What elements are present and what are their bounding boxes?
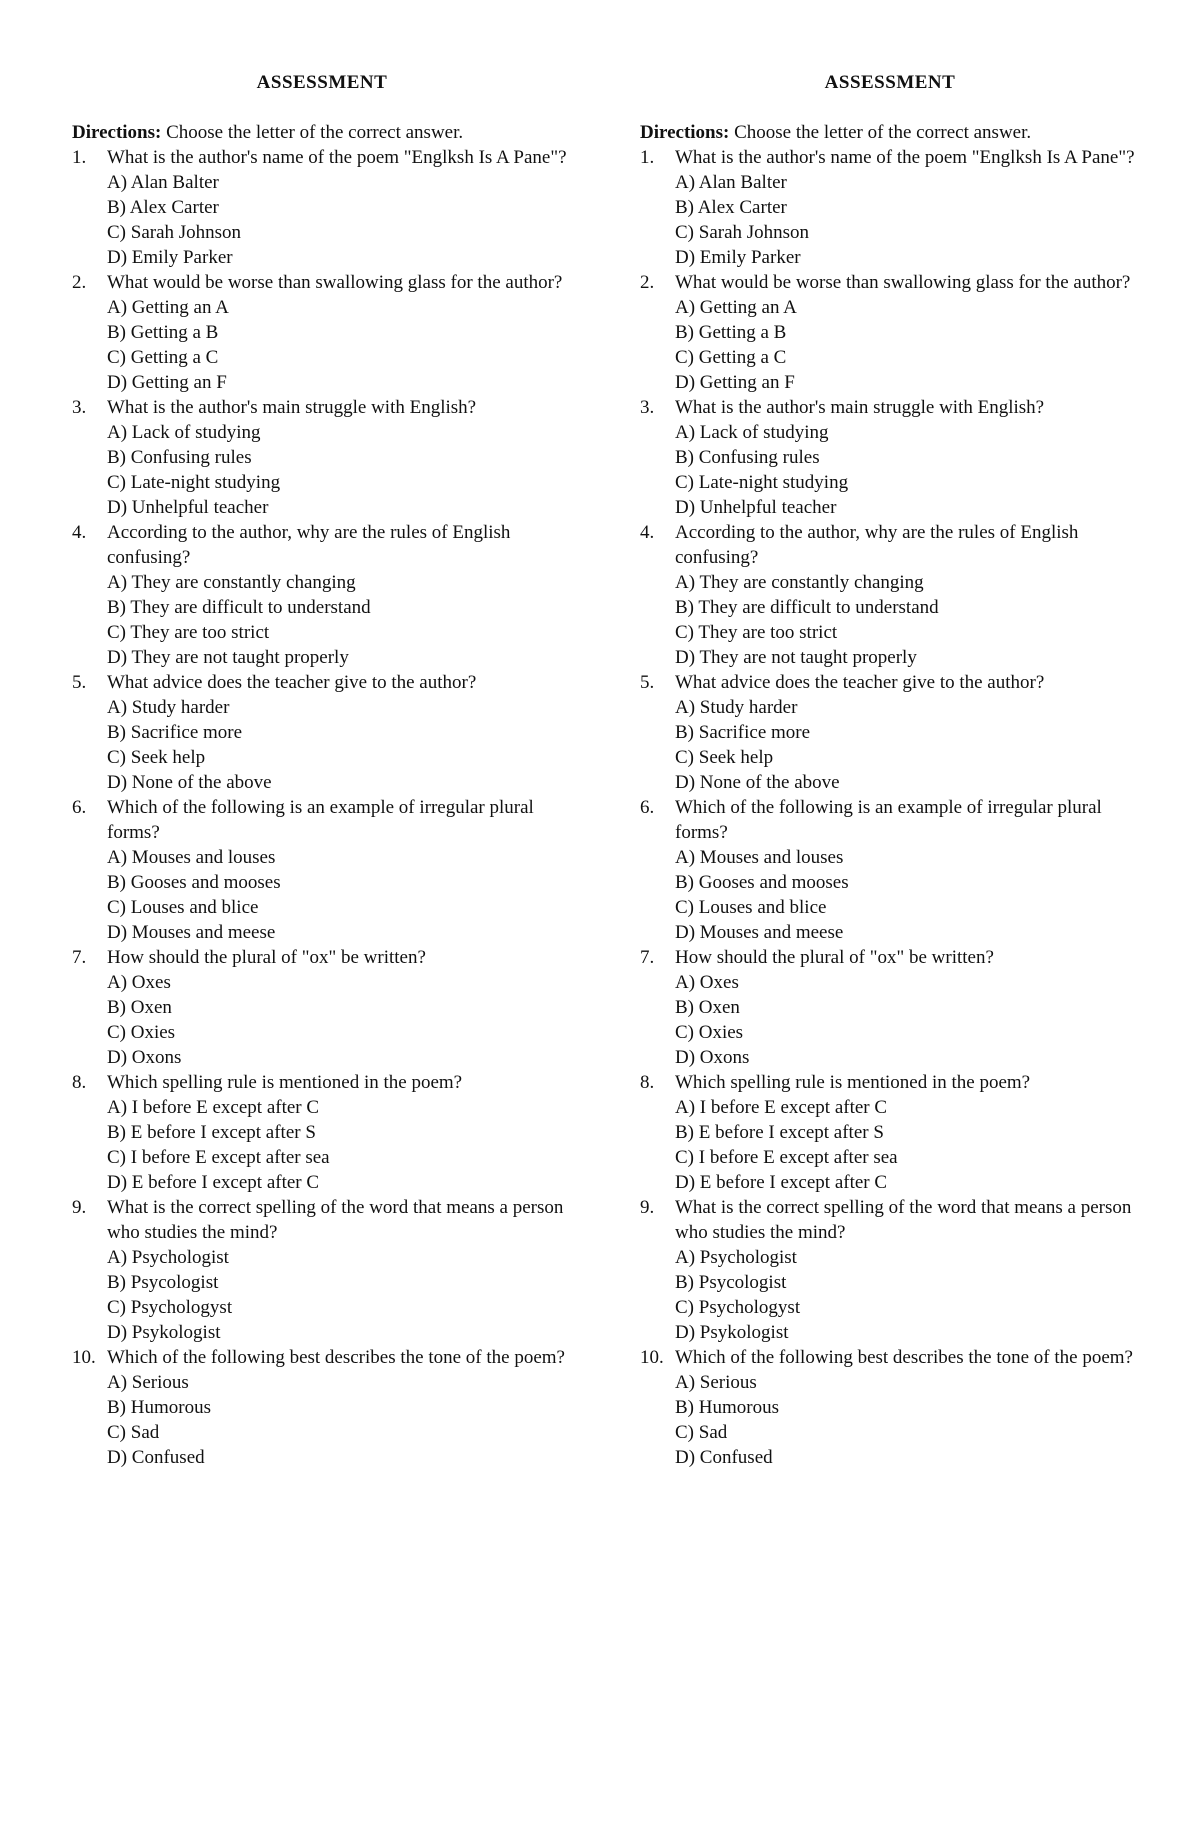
directions-label: Directions: (640, 122, 730, 143)
question-number: 6. (72, 797, 87, 818)
answer-option: D) Mouses and meese (107, 922, 276, 943)
question-item (640, 270, 1140, 395)
question-number: 9. (72, 1197, 87, 1218)
answer-option: B) Confusing rules (107, 447, 252, 468)
answer-option: D) E before I except after C (107, 1172, 320, 1193)
answer-option: D) They are not taught properly (675, 647, 917, 668)
answer-option: C) Sarah Johnson (107, 222, 242, 243)
question-text: Which spelling rule is mentioned in the poem? (675, 1072, 1031, 1093)
answer-options (675, 1095, 1140, 1195)
answer-option: B) They are difficult to understand (675, 597, 939, 618)
answer-option: B) Gooses and mooses (107, 872, 281, 893)
question-item (72, 1345, 572, 1470)
answer-option: D) Oxons (675, 1047, 750, 1068)
answer-option: D) They are not taught properly (107, 647, 349, 668)
question-item (640, 145, 1140, 270)
question-item (72, 520, 572, 670)
answer-option: B) Psycologist (675, 1272, 787, 1293)
answer-option: D) Emily Parker (675, 247, 801, 268)
answer-option: A) Serious (107, 1372, 189, 1393)
question-number: 2. (72, 272, 87, 293)
answer-option: D) None of the above (675, 772, 840, 793)
directions-label: Directions: (72, 122, 162, 143)
answer-option: B) Gooses and mooses (675, 872, 849, 893)
answer-option: A) Study harder (675, 697, 798, 718)
answer-options (107, 1095, 572, 1195)
question-text: What is the correct spelling of the word that means a person who studies the mind? (107, 1197, 564, 1243)
question-text: What would be worse than swallowing glass for the author? (107, 272, 563, 293)
question-number: 5. (640, 672, 655, 693)
question-number: 3. (72, 397, 87, 418)
question-text: What advice does the teacher give to the author? (107, 672, 477, 693)
answer-option: D) E before I except after C (675, 1172, 888, 1193)
answer-options (675, 570, 1140, 670)
question-text: Which of the following is an example of irregular plural forms? (107, 797, 534, 843)
answer-option: D) Mouses and meese (675, 922, 844, 943)
answer-option: A) Psychologist (675, 1247, 797, 1268)
answer-option: C) Getting a C (107, 347, 219, 368)
question-number: 3. (640, 397, 655, 418)
question-item (72, 1195, 572, 1345)
question-text: How should the plural of "ox" be written? (675, 947, 994, 968)
answer-option: B) They are difficult to understand (107, 597, 371, 618)
question-list (72, 145, 572, 1470)
directions (72, 120, 572, 145)
answer-option: C) Louses and blice (107, 897, 259, 918)
question-text: What is the author's name of the poem "Englksh Is A Pane"? (107, 147, 567, 168)
answer-option: B) Sacrifice more (675, 722, 811, 743)
question-number: 8. (640, 1072, 655, 1093)
answer-option: A) Mouses and louses (675, 847, 844, 868)
answer-options (675, 970, 1140, 1070)
question-number: 7. (640, 947, 655, 968)
question-text: How should the plural of "ox" be written? (107, 947, 426, 968)
answer-option: C) Oxies (107, 1022, 176, 1043)
answer-option: D) Confused (675, 1447, 773, 1468)
directions-text: Choose the letter of the correct answer. (729, 122, 1032, 143)
answer-options (675, 1370, 1140, 1470)
question-text: What is the author's main struggle with English? (107, 397, 477, 418)
question-number: 8. (72, 1072, 87, 1093)
answer-option: D) Unhelpful teacher (675, 497, 837, 518)
answer-option: C) Psychologyst (107, 1297, 233, 1318)
question-text: According to the author, why are the rules of English confusing? (107, 522, 511, 568)
answer-option: B) E before I except after S (107, 1122, 316, 1143)
assessment-title: ASSESSMENT (824, 72, 956, 93)
answer-option: D) Getting an F (675, 372, 795, 393)
answer-options (107, 845, 572, 945)
answer-option: C) Sad (675, 1422, 728, 1443)
answer-option: D) Emily Parker (107, 247, 233, 268)
answer-option: D) Unhelpful teacher (107, 497, 269, 518)
question-item (72, 795, 572, 945)
answer-option: A) I before E except after C (107, 1097, 320, 1118)
answer-option: C) They are too strict (675, 622, 838, 643)
question-number: 10. (640, 1347, 664, 1368)
question-number: 9. (640, 1197, 655, 1218)
answer-option: D) Psykologist (675, 1322, 789, 1343)
answer-option: A) Alan Balter (675, 172, 787, 193)
question-number: 1. (640, 147, 655, 168)
answer-option: A) Getting an A (107, 297, 229, 318)
answer-options (675, 420, 1140, 520)
answer-options (675, 295, 1140, 395)
answer-option: A) Oxes (675, 972, 739, 993)
question-number: 4. (640, 522, 655, 543)
question-item (640, 670, 1140, 795)
assessment-column-left (72, 70, 572, 1470)
question-number: 5. (72, 672, 87, 693)
answer-option: D) Oxons (107, 1047, 182, 1068)
answer-option: C) I before E except after sea (107, 1147, 330, 1168)
answer-option: C) Getting a C (675, 347, 787, 368)
question-item (72, 670, 572, 795)
question-number: 6. (640, 797, 655, 818)
assessment-title: ASSESSMENT (256, 72, 388, 93)
question-number: 2. (640, 272, 655, 293)
question-item (72, 945, 572, 1070)
answer-option: B) Humorous (107, 1397, 211, 1418)
answer-options (107, 170, 572, 270)
answer-option: C) Late-night studying (107, 472, 281, 493)
answer-option: A) I before E except after C (675, 1097, 888, 1118)
question-text: Which of the following is an example of irregular plural forms? (675, 797, 1102, 843)
question-number: 1. (72, 147, 87, 168)
answer-option: B) E before I except after S (675, 1122, 884, 1143)
answer-option: D) Getting an F (107, 372, 227, 393)
question-list (640, 145, 1140, 1470)
assessment-column-right (640, 70, 1140, 1470)
answer-option: A) Mouses and louses (107, 847, 276, 868)
question-text: Which of the following best describes the tone of the poem? (675, 1347, 1133, 1368)
answer-option: C) Psychologyst (675, 1297, 801, 1318)
answer-option: A) Psychologist (107, 1247, 229, 1268)
answer-option: B) Alex Carter (675, 197, 787, 218)
answer-option: A) Serious (675, 1372, 757, 1393)
answer-options (107, 570, 572, 670)
question-item (72, 145, 572, 270)
answer-option: D) None of the above (107, 772, 272, 793)
question-item (640, 1070, 1140, 1195)
directions (640, 120, 1140, 145)
answer-option: C) I before E except after sea (675, 1147, 898, 1168)
question-item (640, 1195, 1140, 1345)
answer-options (107, 295, 572, 395)
answer-option: A) Oxes (107, 972, 171, 993)
question-number: 4. (72, 522, 87, 543)
question-text: Which of the following best describes the tone of the poem? (107, 1347, 565, 1368)
answer-option: C) Sarah Johnson (675, 222, 810, 243)
answer-options (107, 970, 572, 1070)
question-text: What advice does the teacher give to the author? (675, 672, 1045, 693)
answer-options (675, 1245, 1140, 1345)
question-item (640, 520, 1140, 670)
answer-option: B) Oxen (675, 997, 740, 1018)
question-item (640, 795, 1140, 945)
question-item (72, 1070, 572, 1195)
answer-option: B) Humorous (675, 1397, 779, 1418)
question-text: What would be worse than swallowing glass for the author? (675, 272, 1131, 293)
question-text: Which spelling rule is mentioned in the poem? (107, 1072, 463, 1093)
question-text: What is the author's main struggle with English? (675, 397, 1045, 418)
answer-option: A) Getting an A (675, 297, 797, 318)
answer-option: B) Oxen (107, 997, 172, 1018)
answer-option: A) Study harder (107, 697, 230, 718)
question-item (640, 945, 1140, 1070)
directions-text: Choose the letter of the correct answer. (161, 122, 464, 143)
answer-option: A) Alan Balter (107, 172, 219, 193)
answer-options (675, 695, 1140, 795)
answer-option: C) Seek help (675, 747, 774, 768)
answer-option: C) Seek help (107, 747, 206, 768)
answer-option: B) Getting a B (675, 322, 787, 343)
answer-option: B) Getting a B (107, 322, 219, 343)
answer-options (107, 420, 572, 520)
question-text: What is the correct spelling of the word that means a person who studies the mind? (675, 1197, 1132, 1243)
answer-option: A) Lack of studying (107, 422, 261, 443)
answer-options (107, 1245, 572, 1345)
question-item (72, 395, 572, 520)
answer-option: B) Psycologist (107, 1272, 219, 1293)
question-text: What is the author's name of the poem "Englksh Is A Pane"? (675, 147, 1135, 168)
answer-options (675, 170, 1140, 270)
answer-option: C) Oxies (675, 1022, 744, 1043)
answer-option: C) Louses and blice (675, 897, 827, 918)
question-text: According to the author, why are the rules of English confusing? (675, 522, 1079, 568)
answer-option: A) They are constantly changing (107, 572, 356, 593)
question-number: 10. (72, 1347, 96, 1368)
answer-options (107, 695, 572, 795)
question-item (640, 395, 1140, 520)
answer-option: A) Lack of studying (675, 422, 829, 443)
answer-option: B) Confusing rules (675, 447, 820, 468)
question-item (640, 1345, 1140, 1470)
answer-option: C) They are too strict (107, 622, 270, 643)
answer-option: B) Sacrifice more (107, 722, 243, 743)
answer-option: C) Sad (107, 1422, 160, 1443)
answer-option: D) Confused (107, 1447, 205, 1468)
answer-option: C) Late-night studying (675, 472, 849, 493)
question-item (72, 270, 572, 395)
answer-option: A) They are constantly changing (675, 572, 924, 593)
answer-option: B) Alex Carter (107, 197, 219, 218)
question-number: 7. (72, 947, 87, 968)
answer-options (675, 845, 1140, 945)
answer-options (107, 1370, 572, 1470)
answer-option: D) Psykologist (107, 1322, 221, 1343)
